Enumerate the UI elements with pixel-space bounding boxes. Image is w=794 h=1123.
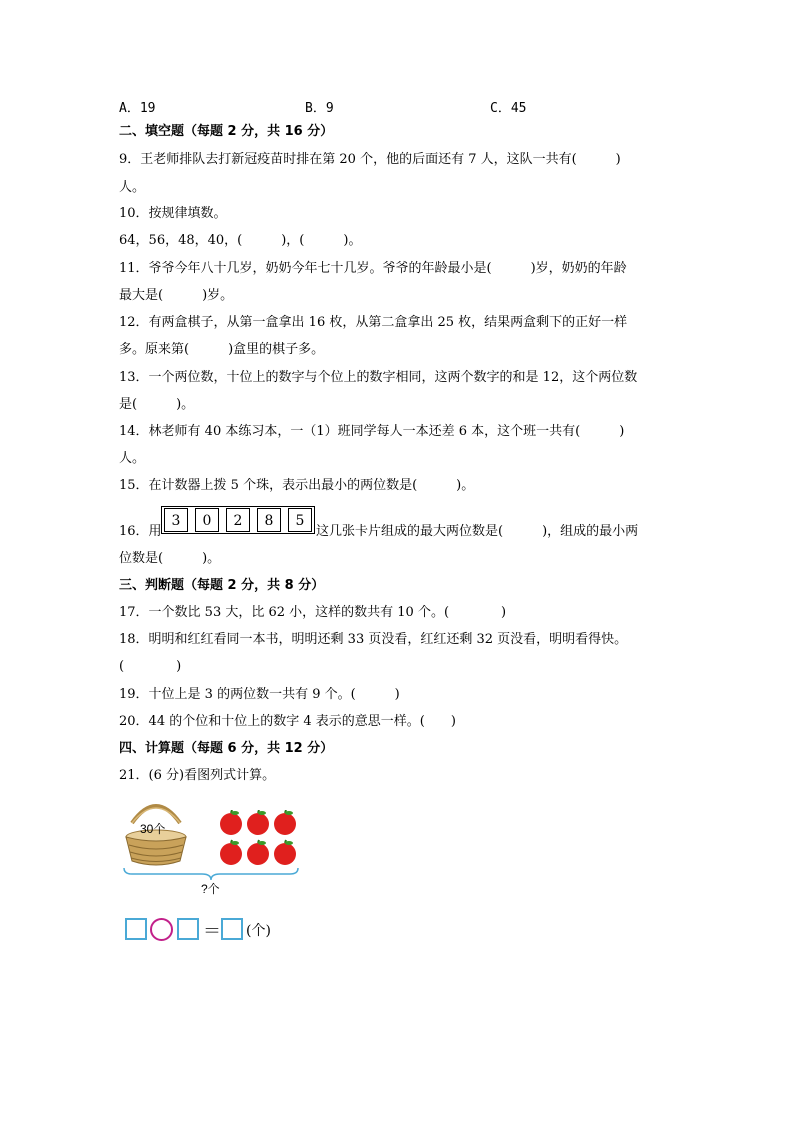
section-heading-calc: 四、计算题（每题 6 分，共 12 分） xyxy=(119,741,334,756)
number-card: 8 xyxy=(257,508,281,532)
question-9-line-1: 9．王老师排队去打新冠疫苗时排在第 20 个，他的后面还有 7 人，这队一共有( ) xyxy=(119,152,621,167)
apple-icon xyxy=(274,840,296,865)
question-11-line-1: 11．爷爷今年八十几岁，奶奶今年七十几岁。爷爷的年龄最小是( )岁，奶奶的年龄 xyxy=(119,261,627,276)
question-16-line-2: 位数是( )。 xyxy=(119,551,221,566)
operator-circle[interactable] xyxy=(150,918,173,941)
option-c: C．45 xyxy=(490,101,527,116)
question-12-line-2: 多。原来第( )盒里的棋子多。 xyxy=(119,342,325,357)
question-14-line-1: 14．林老师有 40 本练习本，一（1）班同学每人一本还差 6 本，这个班一共有( ) xyxy=(119,424,625,439)
equals-sign: ＝ xyxy=(203,921,221,942)
question-13-line-1: 13．一个两位数，十位上的数字与个位上的数字相同，这两个数字的和是 12，这个两位数 xyxy=(119,370,638,385)
section-heading-judge: 三、判断题（每题 2 分，共 8 分） xyxy=(119,578,325,593)
answer-box[interactable] xyxy=(125,918,147,940)
question-9-line-2: 人。 xyxy=(119,180,146,195)
option-a: A．19 xyxy=(119,101,156,116)
total-label: ?个 xyxy=(201,882,220,896)
basket-label: 30个 xyxy=(140,822,166,836)
question-13-line-2: 是( )。 xyxy=(119,397,195,412)
question-16-prefix: 16．用 xyxy=(119,524,162,539)
number-card: 3 xyxy=(164,508,188,532)
apple-icon xyxy=(274,810,296,835)
question-17-line-1: 17．一个数比 53 大，比 62 小，这样的数共有 10 个。( ) xyxy=(119,605,507,620)
apples-illustration xyxy=(218,810,302,868)
apple-icon xyxy=(220,840,242,865)
question-10-line-2: 64，56，48，40，( )，( )。 xyxy=(119,233,362,248)
question-20-line-1: 20．44 的个位和十位上的数字 4 表示的意思一样。( ) xyxy=(119,714,456,729)
question-19-line-1: 19．十位上是 3 的两位数一共有 9 个。( ) xyxy=(119,687,400,702)
number-card: 5 xyxy=(288,508,312,532)
question-18-line-1: 18．明明和红红看同一本书，明明还剩 33 页没看，红红还剩 32 页没看，明明看得快。 xyxy=(119,632,628,647)
apple-icon xyxy=(220,810,242,835)
answer-box[interactable] xyxy=(177,918,199,940)
question-15-line-1: 15．在计数器上拨 5 个珠，表示出最小的两位数是( )。 xyxy=(119,478,475,493)
section-heading-fill: 二、填空题（每题 2 分，共 16 分） xyxy=(119,124,334,139)
number-card: 0 xyxy=(195,508,219,532)
number-card: 2 xyxy=(226,508,250,532)
question-18-line-2: ( ) xyxy=(119,659,182,674)
apple-icon xyxy=(247,840,269,865)
unit-label: (个) xyxy=(246,923,271,939)
question-10-line-1: 10．按规律填数。 xyxy=(119,206,227,221)
question-11-line-2: 最大是( )岁。 xyxy=(119,288,234,303)
question-12-line-1: 12．有两盒棋子，从第一盒拿出 16 枚，从第二盒拿出 25 枚，结果两盒剩下的正好一样 xyxy=(119,315,628,330)
option-b: B．9 xyxy=(305,101,334,116)
answer-box[interactable] xyxy=(221,918,243,940)
question-14-line-2: 人。 xyxy=(119,451,146,466)
question-16-suffix: 这几张卡片组成的最大两位数是( )，组成的最小两 xyxy=(316,524,639,539)
apple-icon xyxy=(247,810,269,835)
question-21-line-1: 21．(6 分)看图列式计算。 xyxy=(119,768,276,783)
